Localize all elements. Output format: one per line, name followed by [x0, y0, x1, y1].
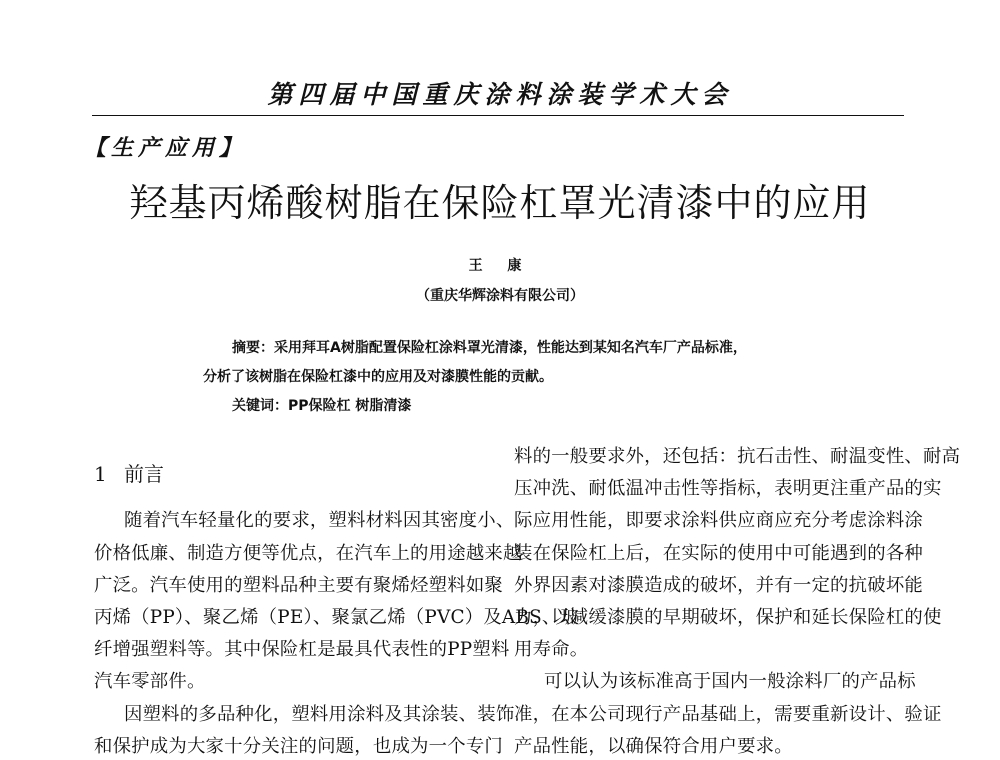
body-line: 丙烯（PP）、聚乙烯（PE）、聚氯乙烯（PVC）及ABS、玻	[94, 607, 580, 628]
journal-header: 第四届中国重庆涂料涂装学术大会	[267, 80, 733, 109]
body-line: 准，在本公司现行产品基础上，需要重新设计、验证	[514, 704, 942, 725]
body-line: 广泛。汽车使用的塑料品种主要有聚烯烃塑料如聚	[94, 575, 503, 596]
body-line: 纤增强塑料等。其中保险杠是最具代表性的PP塑料	[94, 639, 510, 660]
body-line: 因塑料的多品种化，塑料用涂料及其涂装、装饰	[124, 704, 515, 725]
keywords: 关键词：PP保险杠 树脂清漆	[232, 398, 412, 414]
body-line: 压冲洗、耐低温冲击性等指标，表明更注重产品的实	[514, 478, 942, 499]
body-line: 可以认为该标准高于国内一般涂料厂的产品标	[544, 671, 916, 692]
section-number: 1	[94, 462, 107, 486]
body-line: 外界因素对漆膜造成的破坏，并有一定的抗破坏能	[514, 575, 923, 596]
body-line: 用寿命。	[514, 639, 589, 660]
affiliation: （重庆华辉涂料有限公司）	[416, 288, 584, 304]
body-line: 产品性能，以确保符合用户要求。	[514, 736, 793, 757]
body-line: 际应用性能，即要求涂料供应商应充分考虑涂料涂	[514, 510, 923, 531]
body-line: 和保护成为大家十分关注的问题，也成为一个专门	[94, 736, 503, 757]
section-heading	[94, 458, 164, 487]
abstract-line: 摘要：采用拜耳A树脂配置保险杠涂料罩光清漆，性能达到某知名汽车厂产品标准，	[232, 340, 747, 356]
header-rule	[92, 115, 904, 116]
section-tag: 【生产应用】	[84, 136, 247, 161]
body-line: 随着汽车轻量化的要求，塑料材料因其密度小、	[124, 510, 515, 531]
paper-title: 羟基丙烯酸树脂在保险杠罩光清漆中的应用	[129, 181, 871, 225]
body-line: 装在保险杠上后，在实际的使用中可能遇到的各种	[514, 543, 923, 564]
body-line: 力，以减缓漆膜的早期破坏，保护和延长保险杠的使	[514, 607, 942, 628]
body-line: 汽车零部件。	[94, 671, 206, 692]
author: 王 康	[468, 258, 532, 274]
section-title: 前言	[124, 462, 164, 486]
abstract-line: 分析了该树脂在保险杠漆中的应用及对漆膜性能的贡献。	[203, 369, 553, 385]
body-line: 料的一般要求外，还包括：抗石击性、耐温变性、耐高	[514, 446, 961, 467]
body-line: 价格低廉、制造方便等优点，在汽车上的用途越来越	[94, 543, 522, 564]
